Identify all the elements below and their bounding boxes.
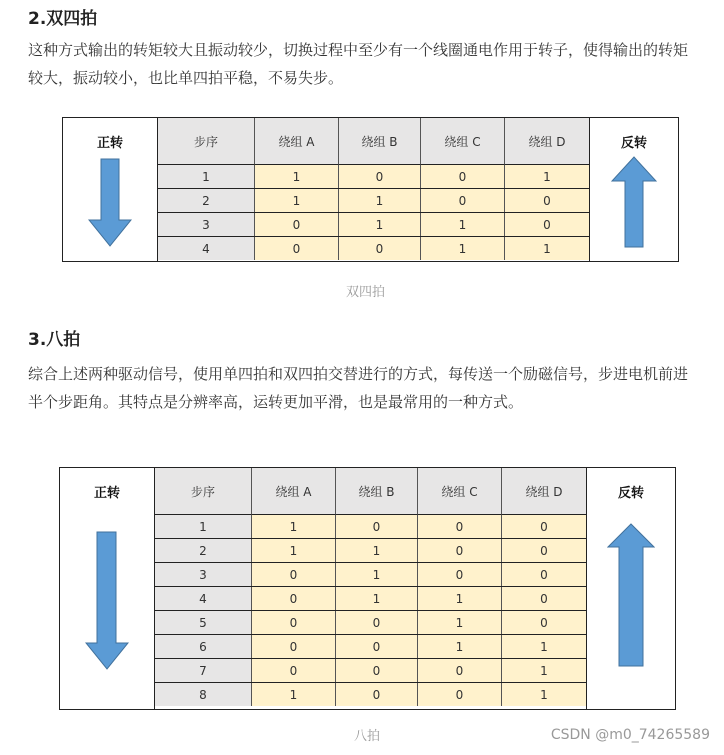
section-paragraph-eight-beat: 综合上述两种驱动信号，使用单四拍和双四拍交替进行的方式，每传送一个励磁信号，步进电机前进半个步距角。其特点是分辨率高，运转更加平滑，也是最常用的一种方式。 xyxy=(28,365,689,411)
reverse-column xyxy=(589,118,678,261)
table-cell: 0 xyxy=(255,237,339,260)
table-cell: 5 xyxy=(155,611,252,634)
table-cell: 0 xyxy=(418,683,502,706)
table-cell: 1 xyxy=(505,165,589,188)
table-cell: 1 xyxy=(252,539,336,562)
double-four-beat-table xyxy=(62,117,679,262)
table-cell: 6 xyxy=(155,635,252,658)
table-cell: 0 xyxy=(418,515,502,538)
reverse-label: 反转 xyxy=(617,486,644,501)
column-header-a: 绕组 A xyxy=(255,118,339,165)
table-cell: 0 xyxy=(252,611,336,634)
table-grid xyxy=(157,118,589,261)
table-cell: 0 xyxy=(252,587,336,610)
table-cell: 7 xyxy=(155,659,252,682)
table-cell: 2 xyxy=(155,539,252,562)
column-header-b: 绕组 B xyxy=(339,118,421,165)
table-cell: 1 xyxy=(502,683,586,706)
forward-column xyxy=(63,118,157,261)
table-cell: 1 xyxy=(155,515,252,538)
column-header-step: 步序 xyxy=(158,118,255,165)
table-cell: 3 xyxy=(155,563,252,586)
table-cell: 3 xyxy=(158,213,255,236)
table-row xyxy=(155,635,586,659)
caption-double-four-beat: 双四拍 xyxy=(346,285,386,300)
csdn-watermark: CSDN @m0_74265589 xyxy=(550,727,710,743)
table-header-row xyxy=(158,118,589,165)
table-cell: 0 xyxy=(339,165,421,188)
table-row xyxy=(158,189,589,213)
forward-label: 正转 xyxy=(93,486,120,501)
section-paragraph-double-four-beat: 这种方式输出的转矩较大且振动较少，切换过程中至少有一个线圈通电作用于转子，使得输出的转矩较大，振动较小，也比单四拍平稳，不易失步。 xyxy=(28,41,689,87)
table-cell: 0 xyxy=(421,189,505,212)
table-cell: 0 xyxy=(418,563,502,586)
table-cell: 0 xyxy=(418,659,502,682)
table-cell: 1 xyxy=(255,189,339,212)
table-cell: 0 xyxy=(505,189,589,212)
table-row xyxy=(158,213,589,237)
table-cell: 8 xyxy=(155,683,252,706)
column-header-d: 绕组 D xyxy=(505,118,589,165)
table-row xyxy=(155,539,586,563)
table-cell: 1 xyxy=(505,237,589,260)
table-cell: 0 xyxy=(336,515,418,538)
table-cell: 4 xyxy=(158,237,255,260)
table-row xyxy=(155,515,586,539)
table-row xyxy=(155,587,586,611)
section-heading-eight-beat: 3.八拍 xyxy=(28,330,81,350)
table-cell: 0 xyxy=(421,165,505,188)
table-cell: 1 xyxy=(502,635,586,658)
table-cell: 0 xyxy=(336,683,418,706)
table-cell: 1 xyxy=(336,539,418,562)
table-cell: 0 xyxy=(502,539,586,562)
table-cell: 1 xyxy=(252,683,336,706)
table-cell: 0 xyxy=(336,635,418,658)
caption-eight-beat: 八拍 xyxy=(354,729,381,744)
table-cell: 0 xyxy=(252,635,336,658)
table-cell: 1 xyxy=(421,213,505,236)
column-header-step: 步序 xyxy=(155,468,252,515)
column-header-b: 绕组 B xyxy=(336,468,418,515)
table-row xyxy=(155,683,586,706)
table-cell: 0 xyxy=(252,659,336,682)
table-row xyxy=(158,165,589,189)
column-header-c: 绕组 C xyxy=(421,118,505,165)
table-cell: 0 xyxy=(502,515,586,538)
table-cell: 1 xyxy=(418,611,502,634)
table-row xyxy=(155,659,586,683)
table-cell: 0 xyxy=(502,587,586,610)
column-header-d: 绕组 D xyxy=(502,468,586,515)
table-cell: 1 xyxy=(158,165,255,188)
table-body xyxy=(155,515,586,706)
table-cell: 0 xyxy=(252,563,336,586)
table-row xyxy=(158,237,589,260)
arrow-down-icon xyxy=(88,158,132,248)
table-cell: 1 xyxy=(421,237,505,260)
table-cell: 1 xyxy=(502,659,586,682)
table-cell: 2 xyxy=(158,189,255,212)
column-header-c: 绕组 C xyxy=(418,468,502,515)
forward-label: 正转 xyxy=(96,136,123,151)
table-cell: 1 xyxy=(336,587,418,610)
table-body xyxy=(158,165,589,260)
table-cell: 0 xyxy=(418,539,502,562)
table-cell: 0 xyxy=(502,563,586,586)
table-cell: 0 xyxy=(336,659,418,682)
table-cell: 1 xyxy=(336,563,418,586)
table-cell: 1 xyxy=(339,213,421,236)
arrow-up-icon xyxy=(611,156,657,248)
reverse-column xyxy=(586,468,675,709)
table-cell: 0 xyxy=(339,237,421,260)
table-row xyxy=(155,611,586,635)
eight-beat-table xyxy=(59,467,676,710)
section-heading-double-four-beat: 2.双四拍 xyxy=(28,9,98,29)
table-cell: 1 xyxy=(339,189,421,212)
table-cell: 0 xyxy=(502,611,586,634)
table-grid xyxy=(154,468,586,709)
arrow-down-icon xyxy=(85,531,129,671)
table-cell: 1 xyxy=(418,587,502,610)
column-header-a: 绕组 A xyxy=(252,468,336,515)
table-cell: 4 xyxy=(155,587,252,610)
forward-column xyxy=(60,468,154,709)
table-cell: 0 xyxy=(255,213,339,236)
table-cell: 1 xyxy=(418,635,502,658)
arrow-up-icon xyxy=(607,523,655,668)
table-header-row xyxy=(155,468,586,515)
table-cell: 0 xyxy=(336,611,418,634)
table-row xyxy=(155,563,586,587)
table-cell: 1 xyxy=(252,515,336,538)
reverse-label: 反转 xyxy=(620,136,647,151)
table-cell: 0 xyxy=(505,213,589,236)
table-cell: 1 xyxy=(255,165,339,188)
